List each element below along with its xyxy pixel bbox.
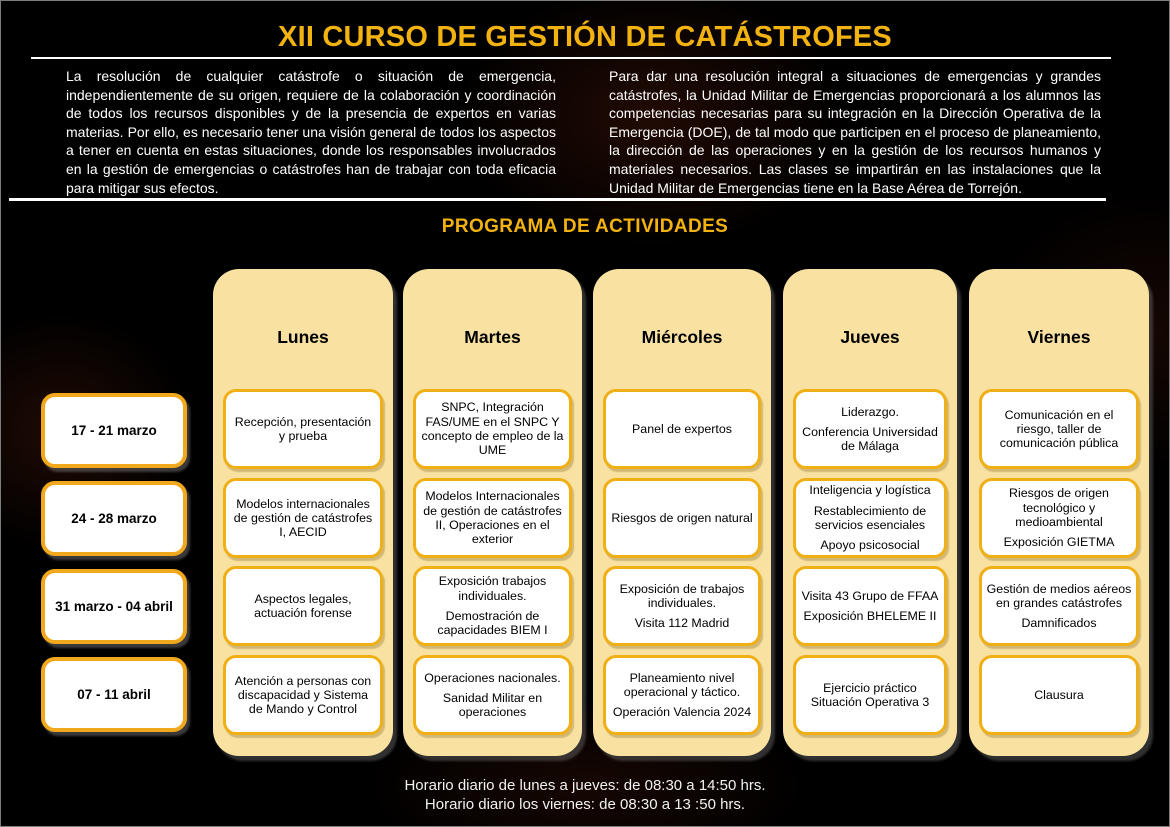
cell-text: Exposición BHELEME II: [803, 609, 937, 623]
cell-text: Exposición trabajos individuales.: [438, 574, 547, 603]
day-column-jueves: [783, 269, 957, 756]
day-header-jueves: Jueves: [840, 327, 900, 347]
cell-text: Inteligencia y logística: [809, 483, 931, 498]
schedule-cell-miercoles-week3: [603, 566, 761, 646]
week-label-4: 07 - 11 abril: [41, 657, 187, 732]
day-column-viernes: [969, 269, 1149, 756]
cell-text: Comunicación en el riesgo, taller de comunicación pública: [999, 407, 1119, 451]
cell-text: Apoyo psicosocial: [820, 538, 920, 553]
cell-text: Panel de expertos: [632, 421, 732, 436]
schedule-cell-martes-week3: [413, 566, 572, 646]
schedule-cell-viernes-week4: [979, 655, 1139, 735]
cell-text: Riesgos de origen tecnológico y medioambiental: [1009, 486, 1109, 529]
section-divider: [9, 198, 1106, 201]
week-label-3: 31 marzo - 04 abril: [41, 569, 187, 644]
cell-text: Damnificados: [1021, 616, 1097, 631]
schedule-cell-jueves-week4: [793, 655, 947, 735]
day-header-viernes: Viernes: [1027, 327, 1091, 347]
cell-text: Recepción, presentación y prueba: [234, 414, 372, 443]
schedule-cell-lunes-week1: [223, 389, 383, 469]
cell-text: Atención a personas con discapacidad y Sistema de Mando y Control: [234, 673, 372, 717]
day-column-miercoles: [593, 269, 771, 756]
hours-line-mon-thu: Horario diario de lunes a jueves: de 08:30 a 14:50 hrs.: [404, 777, 766, 794]
cell-text: SNPC, Integración FAS/UME en el SNPC Y concepto de empleo de la UME: [421, 400, 564, 458]
schedule-cell-miercoles-week4: [603, 655, 761, 735]
cell-text: Modelos internacionales de gestión de catástrofes I, AECID: [233, 496, 373, 540]
cell-text: Liderazgo.: [841, 404, 899, 419]
cell-text: Demostración de capacidades BIEM I: [437, 609, 548, 638]
cell-text: Operaciones nacionales.: [424, 670, 561, 685]
schedule-cell-miercoles-week2: [603, 478, 761, 558]
day-header-martes: Martes: [464, 327, 521, 347]
day-header-miercoles: Miércoles: [641, 327, 723, 347]
schedule-cell-viernes-week1: [979, 389, 1139, 469]
schedule-cell-jueves-week3: [793, 566, 947, 646]
schedule-cell-martes-week2: [413, 478, 572, 558]
day-column-martes: [403, 269, 582, 756]
intro-section: [1, 67, 1169, 197]
cell-text: Conferencia Universidad de Málaga: [802, 424, 938, 454]
schedule-cell-viernes-week3: [979, 566, 1139, 646]
cell-text: Gestión de medios aéreos en grandes catástrofes: [986, 581, 1132, 610]
schedule-hours: [1, 777, 1169, 814]
schedule-cell-lunes-week2: [223, 478, 383, 558]
page-title: XII CURSO DE GESTIÓN DE CATÁSTROFES: [278, 21, 892, 53]
cell-text: Modelos Internacionales de gestión de catástrofes II, Operaciones en el exterior: [423, 489, 562, 547]
cell-text: Ejercicio práctico Situación Operativa 3: [810, 680, 930, 709]
day-header-lunes: Lunes: [277, 327, 329, 347]
cell-text: Visita 112 Madrid: [634, 616, 730, 631]
hours-line-friday: Horario diario los viernes: de 08:30 a 13 :50 hrs.: [424, 795, 746, 813]
week-label-1: 17 - 21 marzo: [41, 393, 187, 468]
title-divider: [31, 57, 1111, 59]
schedule-cell-miercoles-week1: [603, 389, 761, 469]
intro-paragraph-right: Para dar una resolución integral a situaciones de emergencias y grandes catástrofes, la Unidad Militar de Emergencias proporcionará a los alumnos las competencias necesarias para su integración en la Dirección Operativa de la Emergencia (DOE), de tal modo que participen en el proceso de planeamiento, la dirección de las operaciones y en la gestión de los recursos humanos y materiales necesarios. Las clases se impartirán en las instalaciones que la Unidad Militar de Emergencias tiene en la Base Aérea de Torrejón.: [609, 68, 1101, 196]
cell-text: Sanidad Militar en operaciones: [442, 690, 543, 720]
schedule-cell-lunes-week3: [223, 566, 383, 646]
cell-text: Exposición GIETMA: [1003, 535, 1115, 550]
cell-text: Clausura: [1034, 687, 1084, 702]
schedule-cell-jueves-week1: [793, 389, 947, 469]
cell-text: Operación Valencia 2024: [612, 705, 752, 720]
intro-paragraph-left: La resolución de cualquier catástrofe o situación de emergencia, independientemente de su origen, requiere de la colaboración y coordinación de todos los recursos disponibles y de la presencia de expertos en varias materias. Por ello, es necesario tener una visión general de todos los aspectos a tener en cuenta en estas situaciones, donde los responsables involucrados en la gestión de emergencias o catástrofes han de trabajar con toda eficacia para mitigar sus efectos.: [66, 68, 556, 196]
cell-text: Riesgos de origen natural: [611, 510, 753, 525]
week-label-2: 24 - 28 marzo: [41, 481, 187, 556]
cell-text: Planeamiento nivel operacional y táctico.: [623, 670, 741, 699]
schedule-cell-viernes-week2: [979, 478, 1139, 558]
cell-text: Restablecimiento de servicios esenciales: [813, 503, 927, 532]
day-column-lunes: [213, 269, 393, 756]
cell-text: Visita 43 Grupo de FFAA: [801, 588, 939, 603]
schedule-cell-lunes-week4: [223, 655, 383, 735]
cell-text: Aspectos legales, actuación forense: [254, 591, 352, 620]
cell-text: Exposición de trabajos individuales.: [619, 581, 745, 610]
section-title: PROGRAMA DE ACTIVIDADES: [441, 216, 729, 237]
schedule-cell-martes-week1: [413, 389, 572, 469]
schedule-cell-martes-week4: [413, 655, 572, 735]
schedule-cell-jueves-week2: [793, 478, 947, 558]
